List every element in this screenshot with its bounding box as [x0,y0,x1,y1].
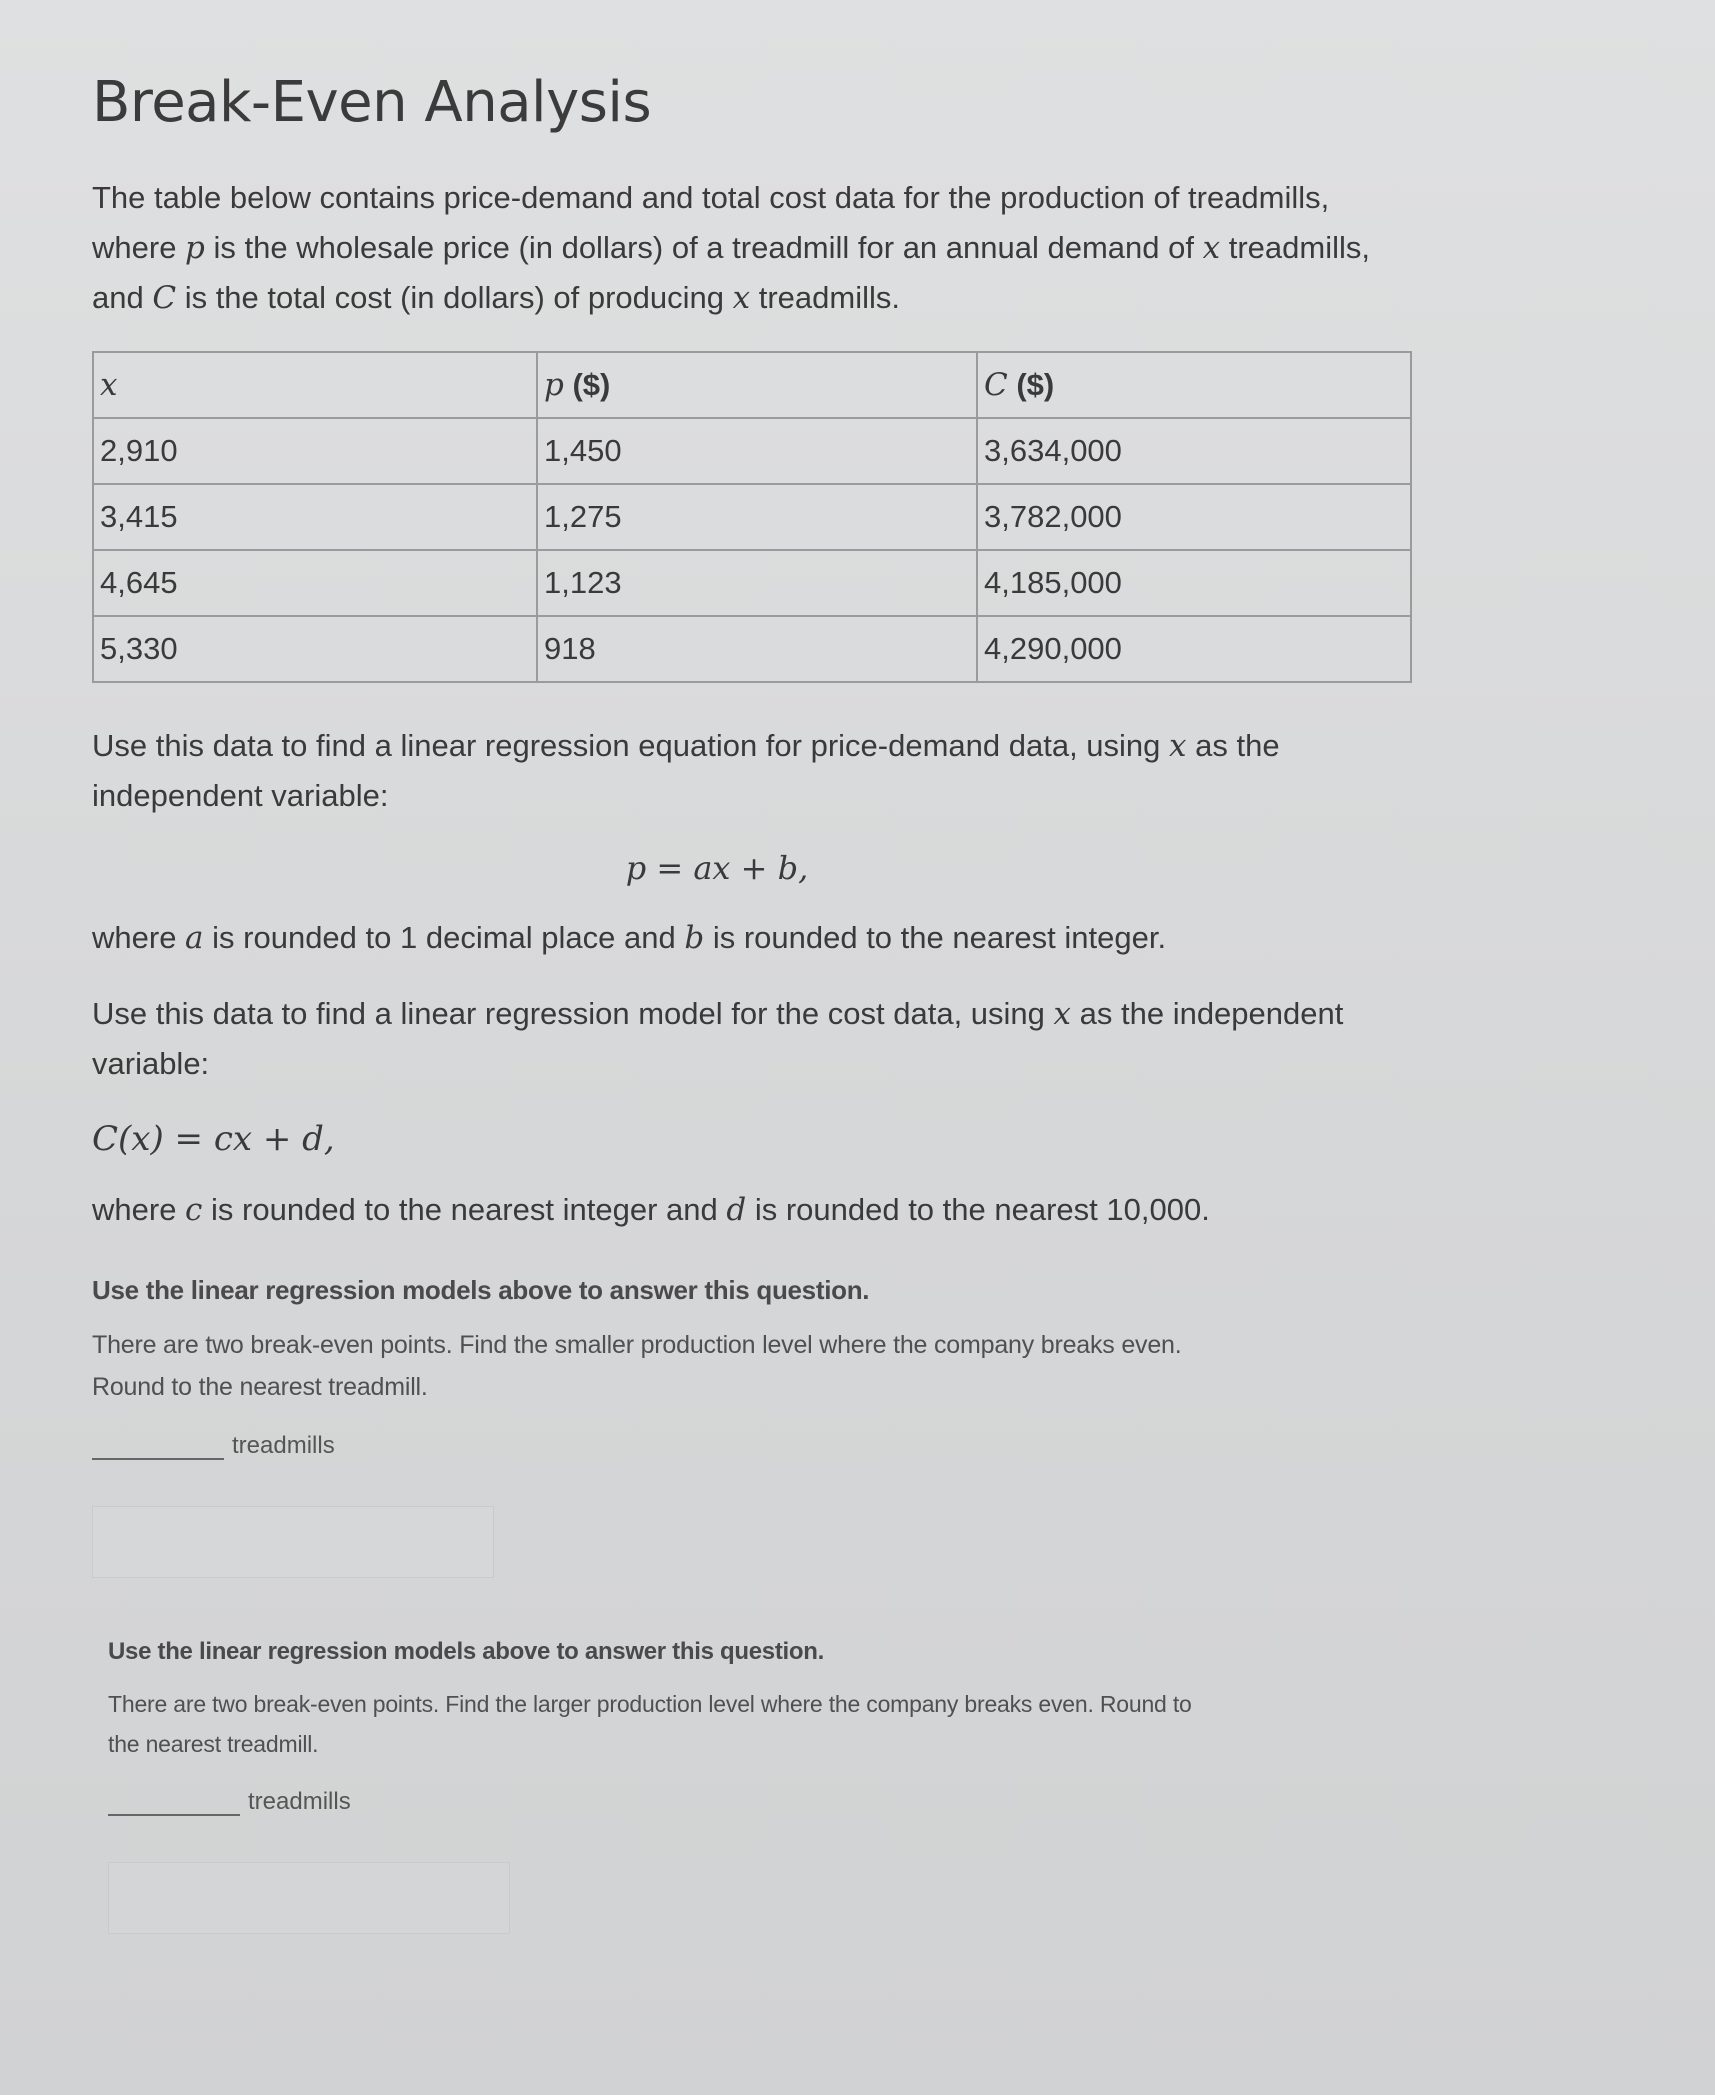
cell-c: 3,634,000 [977,418,1411,484]
cost-text-2: as the independent variable: [92,996,1344,1081]
header-x [93,352,537,418]
header-p-var: p [544,367,564,403]
intro-text-2: is the wholesale price (in dollars) of a treadmill for an annual demand of [204,230,1203,265]
cost-round-1: where [92,1192,186,1227]
question-2-body: There are two break-even points. Find the larger production level where the company breaks even. Round to the nearest treadmill. [108,1691,1192,1757]
cell-x: 2,910 [93,418,537,484]
header-c-var: C [984,367,1008,403]
question-2-heading: Use the linear regression models above to answer this question. [108,1638,824,1665]
cell-x: 4,645 [93,550,537,616]
table-row [93,418,1411,484]
cost-model-instructions [92,989,1422,1089]
question-1-answer-input[interactable] [92,1430,224,1460]
table-header-row [93,352,1411,418]
intro-var-x: x [1202,230,1221,266]
table-row [93,616,1411,682]
table-row [93,550,1411,616]
cost-var-x: x [1053,996,1072,1032]
cost-text-1: Use this data to find a linear regression model for the cost data, using [92,996,1054,1031]
question-1-body: There are two break-even points. Find the smaller production level where the company breaks even. Round to the nearest treadmill. [92,1331,1182,1401]
intro-paragraph [92,173,1422,323]
price-var-b: b [684,920,705,956]
header-p [537,352,977,418]
intro-var-x-2: x [732,280,751,316]
intro-var-c: C [152,280,177,316]
question-1-heading: Use the linear regression models above to answer this question. [92,1275,870,1305]
question-2-answer-input[interactable] [108,1786,240,1816]
cell-c: 4,290,000 [977,616,1411,682]
question-1-unit-label: treadmills [232,1432,335,1459]
cost-round-3: is rounded to the nearest 10,000. [746,1192,1210,1227]
price-var-x: x [1169,728,1187,764]
header-c-unit: ($) [1007,367,1055,402]
cost-var-d: d [726,1192,747,1228]
cost-var-c: c [185,1192,203,1228]
question-1-answer-row [92,1430,1422,1460]
table-row [93,484,1411,550]
intro-text-5: treadmills. [750,280,900,315]
price-model-instructions [92,721,1422,821]
cell-p: 1,275 [537,484,977,550]
header-p-unit: ($) [563,367,611,402]
price-round-1: where [92,920,186,955]
page-title: Break-Even Analysis [92,70,652,135]
price-round-3: is rounded to the nearest integer. [704,920,1167,955]
cell-c: 3,782,000 [977,484,1411,550]
question-2 [108,1638,1422,1934]
question-2-work-area [108,1862,510,1934]
intro-text-3: treadmills, and [92,230,1370,315]
intro-text-1: The table below contains price-demand and total cost data for the production of treadmills, where [92,180,1330,265]
price-equation: p = ax + b, [625,849,809,887]
cell-p: 918 [537,616,977,682]
question-1-work-area [92,1506,494,1578]
cell-p: 1,450 [537,418,977,484]
intro-text-4: is the total cost (in dollars) of producing [176,280,733,315]
cell-p: 1,123 [537,550,977,616]
cell-x: 3,415 [93,484,537,550]
price-text-1: Use this data to find a linear regression equation for price-demand data, using [92,728,1170,763]
price-model-rounding [92,913,1422,963]
question-1 [92,1275,1422,1578]
cell-x: 5,330 [93,616,537,682]
page-content [92,70,1422,1934]
price-round-2: is rounded to 1 decimal place and [203,920,685,955]
question-2-answer-row [108,1786,1422,1816]
cost-round-2: is rounded to the nearest integer and [202,1192,727,1227]
header-c [977,352,1411,418]
header-x-var: x [100,367,118,403]
cost-equation: C(x) = cx + d, [92,1119,335,1159]
price-text-2: as the independent variable: [92,728,1280,813]
data-table [92,351,1412,683]
cost-model-rounding [92,1185,1422,1235]
question-2-unit-label: treadmills [248,1788,351,1815]
cell-c: 4,185,000 [977,550,1411,616]
price-var-a: a [185,920,204,956]
intro-var-p: p [185,230,205,266]
